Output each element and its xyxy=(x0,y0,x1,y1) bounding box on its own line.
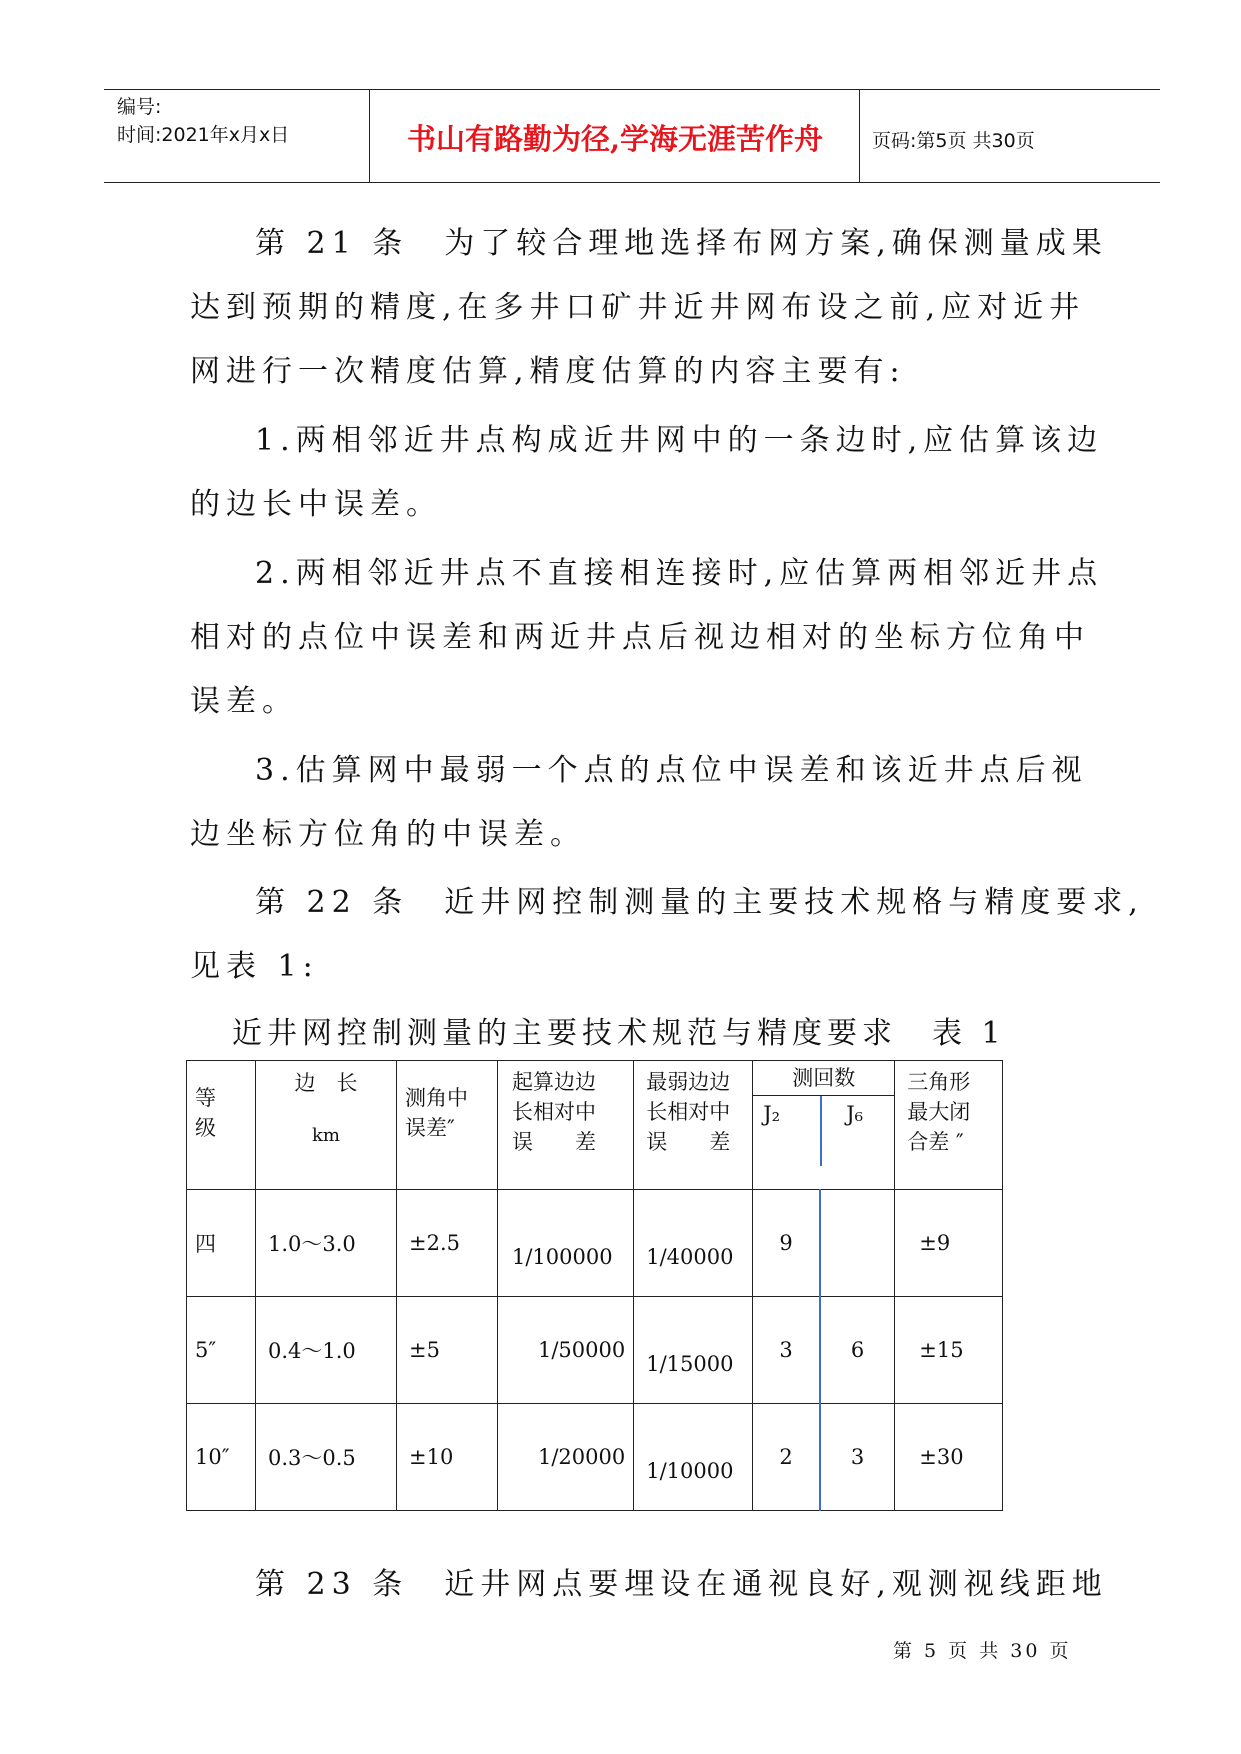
header-angle-line-1: 测角中 xyxy=(405,1086,468,1110)
cell-weak-edge-value: 1/40000 xyxy=(646,1245,734,1269)
cell-grade: 10″ xyxy=(187,1404,256,1511)
header-j2: J₂ xyxy=(763,1102,781,1126)
header-angle xyxy=(397,1061,498,1190)
header-weak-line-3: 误 差 xyxy=(646,1130,731,1154)
item-3-line-1: 3.估算网中最弱一个点的点位中误差和该近井点后视 xyxy=(255,753,1088,788)
header-start-line-3: 误 差 xyxy=(512,1130,596,1154)
header-grade-line-2: 级 xyxy=(195,1116,216,1140)
header-weak-edge xyxy=(634,1061,753,1190)
cell-start-edge xyxy=(498,1190,634,1297)
article-22-line-1: 第 22 条 近井网控制测量的主要技术规格与精度要求, xyxy=(255,885,1144,920)
header-top-rule xyxy=(104,89,1160,90)
table-caption: 近井网控制测量的主要技术规范与精度要求 表 1 xyxy=(232,1016,1006,1051)
header-weak-line-2: 长相对中 xyxy=(646,1100,731,1124)
cell-triangle: ±15 xyxy=(895,1297,1003,1404)
header-triangle-line-1: 三角形 xyxy=(907,1070,971,1094)
table-row xyxy=(187,1297,1003,1404)
article-21-line-3: 网进行一次精度估算,精度估算的内容主要有: xyxy=(190,354,906,389)
header-start-edge xyxy=(498,1061,634,1190)
header-triangle xyxy=(895,1061,1003,1190)
cell-j2: 9 xyxy=(753,1190,820,1297)
item-2-line-3: 误差。 xyxy=(190,684,298,719)
header-bottom-rule xyxy=(104,182,1160,183)
cell-j6: 3 xyxy=(820,1404,895,1511)
article-22-line-2: 见表 1: xyxy=(190,949,319,984)
header-length-line-1: 边 长 xyxy=(294,1071,358,1095)
item-3-line-2: 边坐标方位角的中误差。 xyxy=(190,817,586,852)
cell-weak-edge xyxy=(634,1297,753,1404)
table-row xyxy=(187,1404,1003,1511)
cell-start-edge-value: 1/100000 xyxy=(512,1245,613,1269)
article-21-line-2: 达到预期的精度,在多井口矿井近井网布设之前,应对近井 xyxy=(190,290,1086,325)
cell-start-edge: 1/20000 xyxy=(498,1404,634,1511)
header-angle-line-2: 误差″ xyxy=(405,1116,455,1140)
header-grade xyxy=(187,1061,256,1190)
cell-weak-edge-value: 1/10000 xyxy=(646,1459,734,1483)
header-length xyxy=(256,1061,397,1190)
article-23-line-1: 第 23 条 近井网点要埋设在通视良好,观测视线距地 xyxy=(255,1567,1108,1602)
spec-table xyxy=(186,1060,1003,1511)
table-row xyxy=(187,1190,1003,1297)
cell-length: 0.3～0.5 xyxy=(256,1404,397,1511)
cell-weak-edge-value: 1/15000 xyxy=(646,1352,734,1376)
cell-triangle: ±30 xyxy=(895,1404,1003,1511)
cell-angle: ±2.5 xyxy=(397,1190,498,1297)
cell-grade: 5″ xyxy=(187,1297,256,1404)
cell-j6: 6 xyxy=(820,1297,895,1404)
header-j6: J₆ xyxy=(820,1096,894,1166)
item-1-line-1: 1.两相邻近井点构成近井网中的一条边时,应估算该边 xyxy=(255,423,1104,458)
header-divider-left xyxy=(369,90,370,182)
header-rounds-label: 测回数 xyxy=(753,1061,894,1096)
cell-length: 0.4～1.0 xyxy=(256,1297,397,1404)
header-length-unit: km xyxy=(312,1125,340,1146)
cell-j6 xyxy=(820,1190,895,1297)
item-1-line-2: 的边长中误差。 xyxy=(190,487,442,522)
cell-triangle: ±9 xyxy=(895,1190,1003,1297)
header-page-label: 页码:第5页 共30页 xyxy=(872,130,1035,152)
cell-length: 1.0～3.0 xyxy=(256,1190,397,1297)
header-divider-right xyxy=(859,90,860,182)
page-footer: 第 5 页 共 30 页 xyxy=(893,1640,1072,1662)
header-grade-line-1: 等 xyxy=(195,1086,216,1110)
header-weak-line-1: 最弱边边 xyxy=(646,1070,731,1094)
header-start-line-1: 起算边边 xyxy=(512,1070,596,1094)
header-start-line-2: 长相对中 xyxy=(512,1100,596,1124)
header-triangle-line-2: 最大闭 xyxy=(907,1100,971,1124)
cell-angle: ±10 xyxy=(397,1404,498,1511)
cell-weak-edge xyxy=(634,1190,753,1297)
cell-j2: 2 xyxy=(753,1404,820,1511)
cell-angle: ±5 xyxy=(397,1297,498,1404)
table-header-row xyxy=(187,1061,1003,1190)
item-2-line-2: 相对的点位中误差和两近井点后视边相对的坐标方位角中 xyxy=(190,620,1090,655)
document-number-label: 编号: xyxy=(117,96,162,118)
header-triangle-line-3: 合差 ″ xyxy=(907,1130,964,1154)
cell-j2: 3 xyxy=(753,1297,820,1404)
header-rounds xyxy=(753,1061,895,1190)
item-2-line-1: 2.两相邻近井点不直接相连接时,应估算两相邻近井点 xyxy=(255,556,1104,591)
header-motto: 书山有路勤为径,学海无涯苦作舟 xyxy=(406,122,824,156)
article-21-line-1: 第 21 条 为了较合理地选择布网方案,确保测量成果 xyxy=(255,226,1108,261)
cell-grade: 四 xyxy=(187,1190,256,1297)
cell-start-edge: 1/50000 xyxy=(498,1297,634,1404)
cell-weak-edge xyxy=(634,1404,753,1511)
document-time-label: 时间:2021年x月x日 xyxy=(117,124,290,146)
